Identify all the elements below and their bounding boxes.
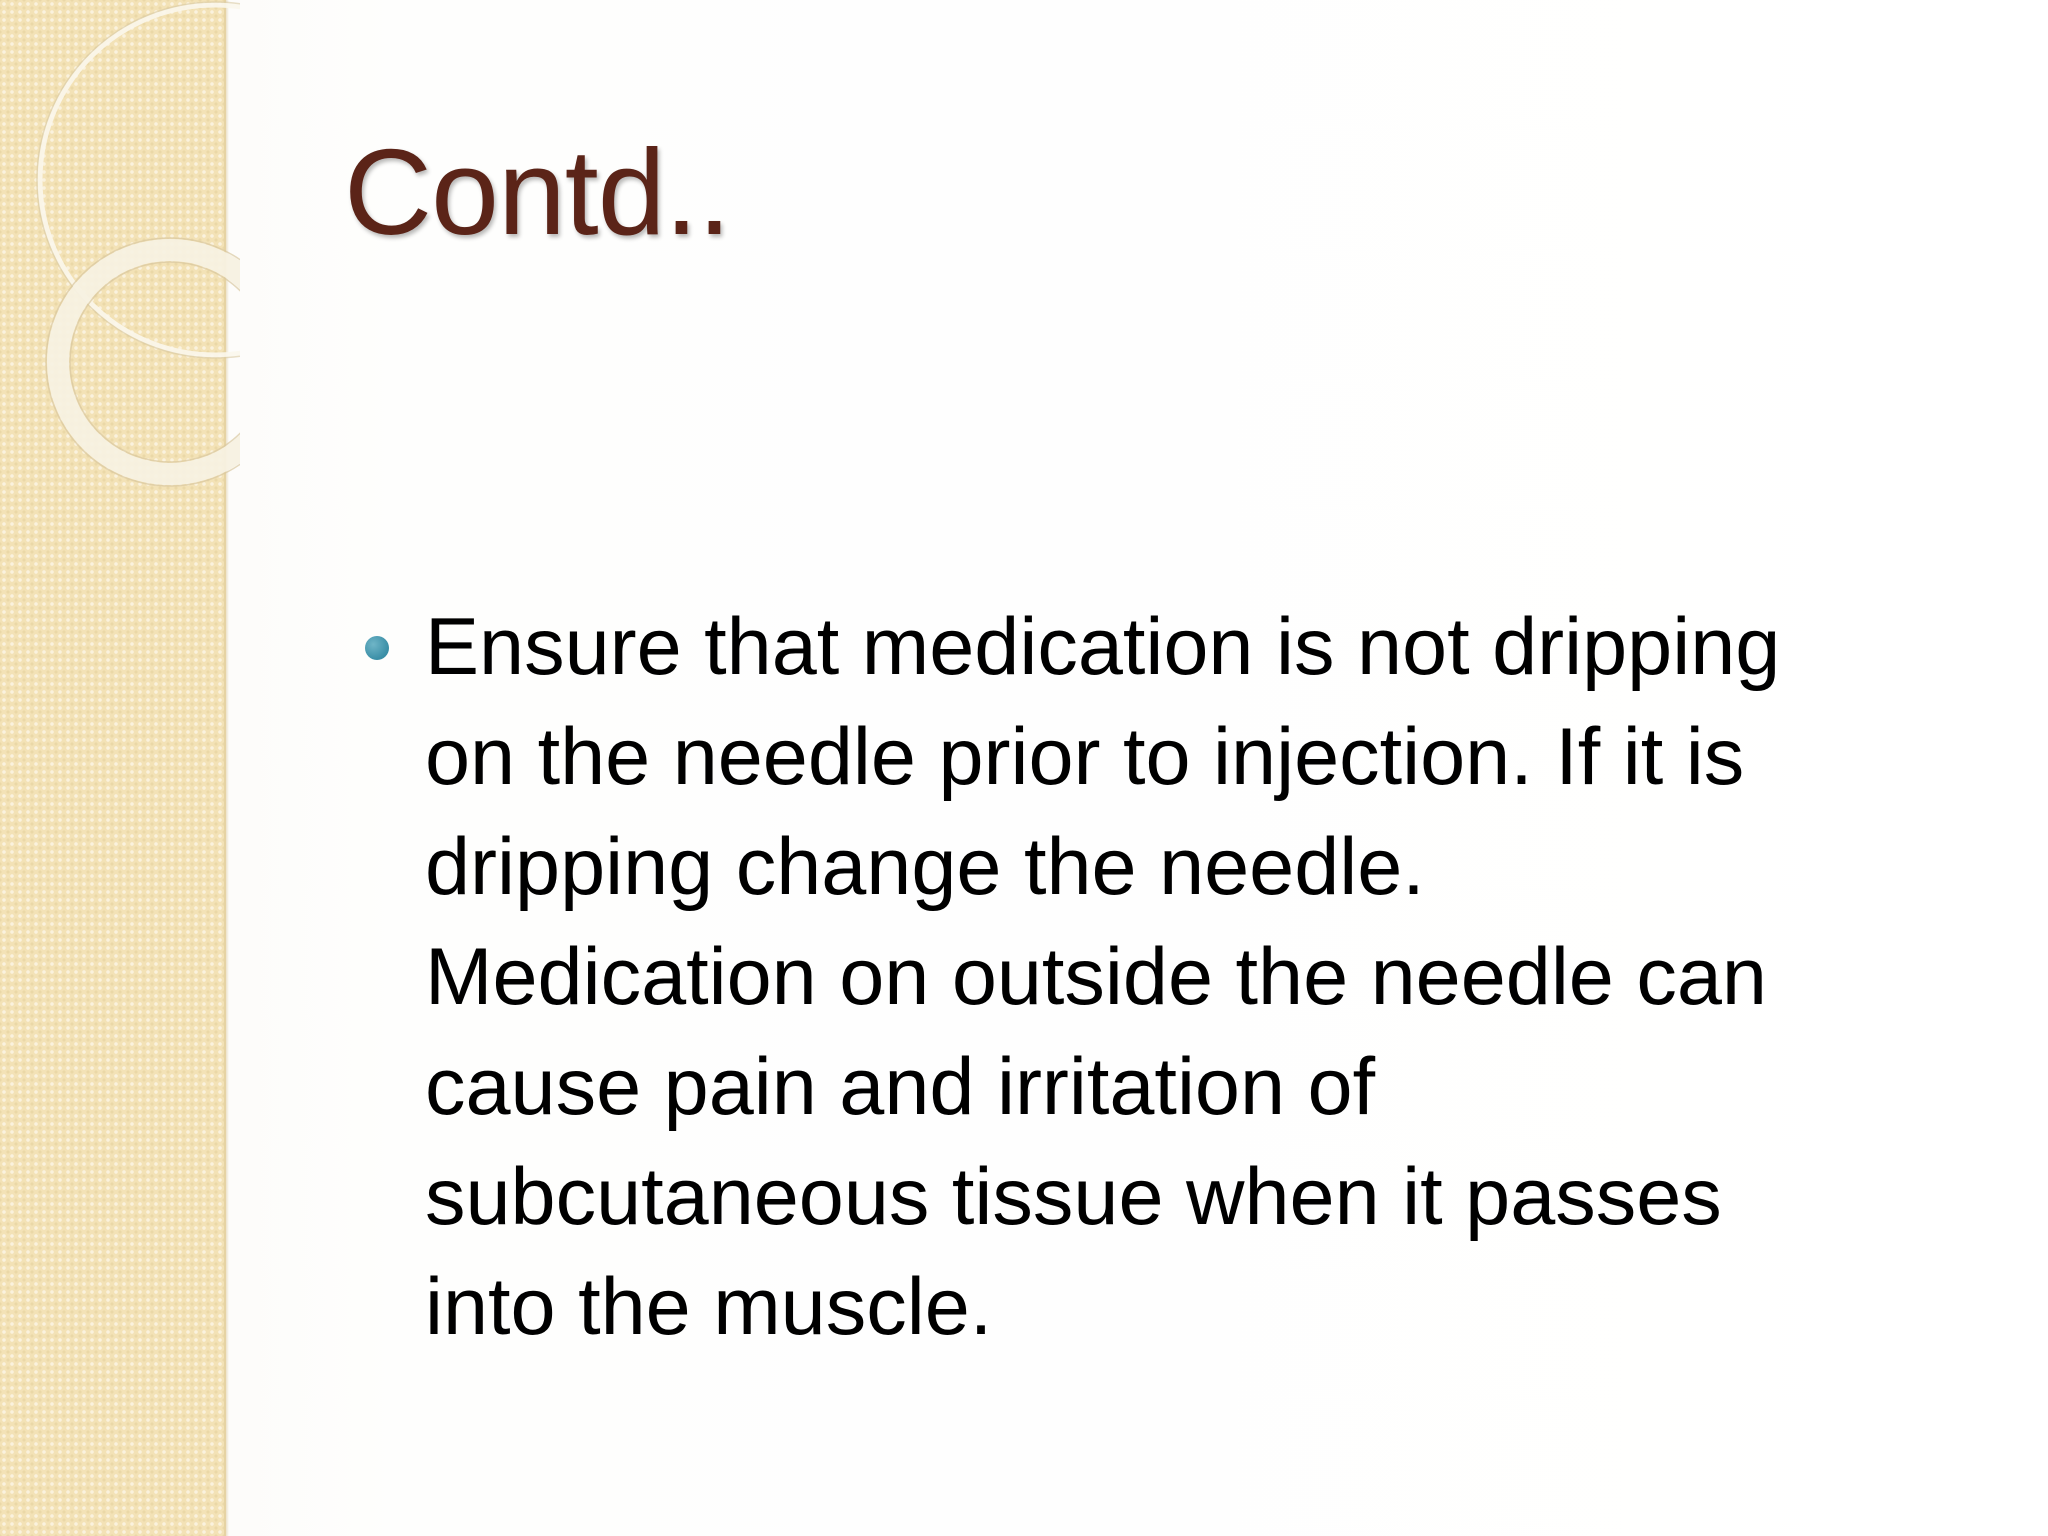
bullet-list xyxy=(360,592,1980,1362)
bullet-dot-icon xyxy=(365,636,389,660)
small-ring-outline xyxy=(46,238,240,486)
decorative-rings-icon xyxy=(0,0,240,520)
slide-title: Contd.. xyxy=(344,124,731,260)
small-ring xyxy=(58,250,240,474)
bullet-text: Ensure that medication is not dripping on the needle prior to injection. If it is dripping change the needle. Medication on outside the needle can cause pain and irritation of subcutaneous tissue when it passes into the muscle. xyxy=(425,602,1781,1352)
bullet-item xyxy=(360,592,1980,1362)
